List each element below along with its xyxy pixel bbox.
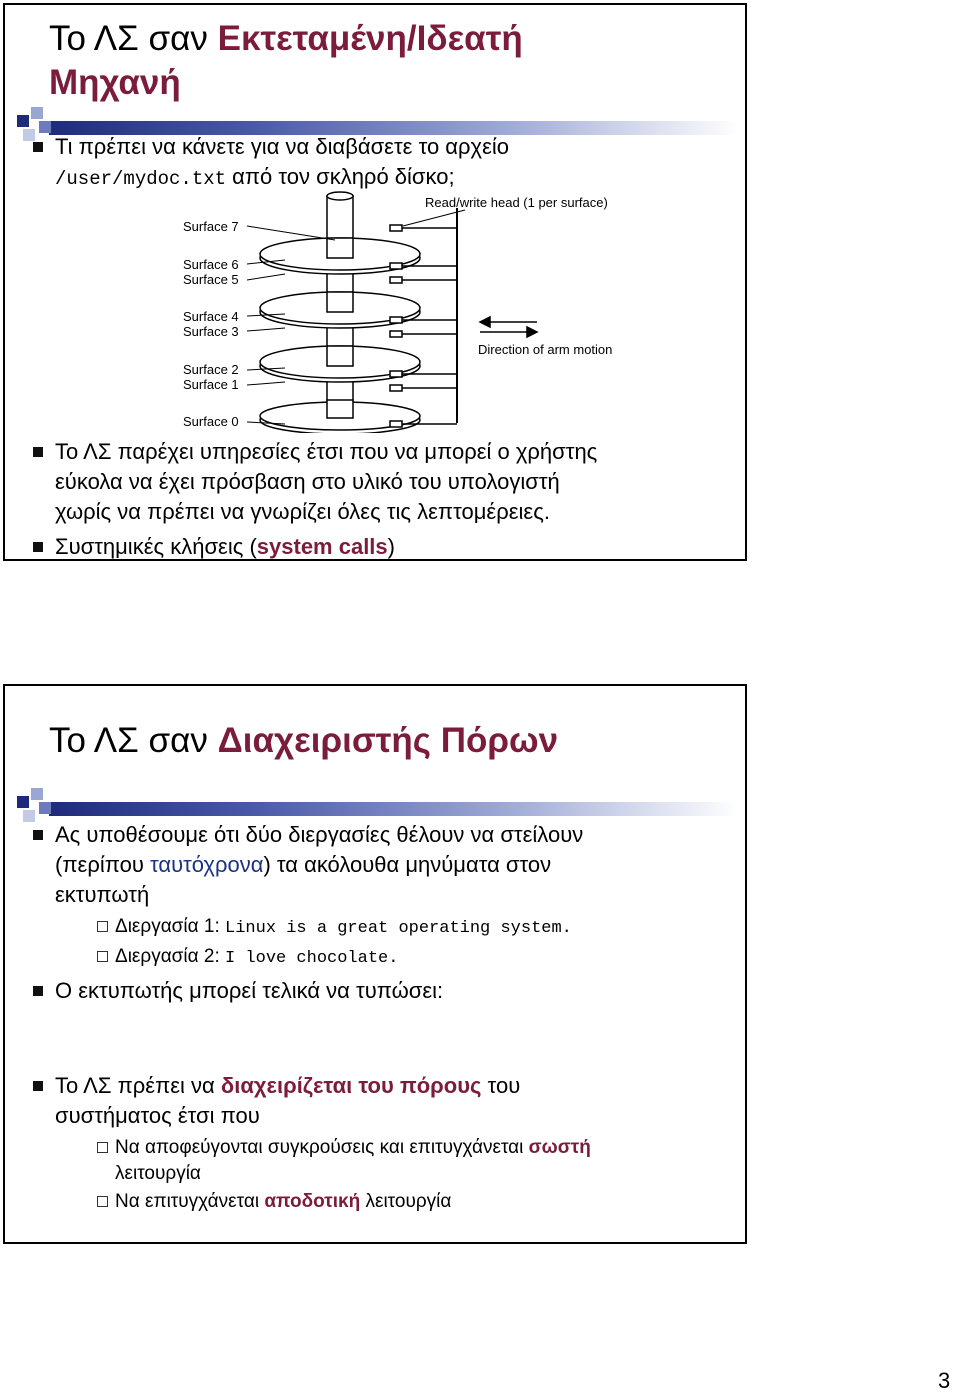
deco-square-icon xyxy=(39,802,51,814)
surface-label: Surface 7 xyxy=(183,219,239,234)
sub-text: λειτουργία xyxy=(115,1163,201,1184)
bullet-text: Ο εκτυπωτής μπορεί τελικά να τυπώσει: xyxy=(55,978,444,1003)
surface-label: Surface 5 xyxy=(183,272,239,287)
bullet-text: χωρίς να πρέπει να γνωρίζει όλες τις λεπτομέρειες. xyxy=(55,499,550,524)
title-text: Το ΛΣ σαν xyxy=(49,721,218,760)
surface-label: Surface 4 xyxy=(183,309,239,324)
surface-label: Surface 0 xyxy=(183,414,239,429)
bullet-text: συστήματος έτσι που xyxy=(55,1103,260,1128)
deco-square-icon xyxy=(17,115,29,127)
simultaneously-highlight: ταυτόχρονα xyxy=(149,852,264,877)
sub-process-2 xyxy=(115,944,675,972)
bullet-text-rest: από τον σκληρό δίσκο; xyxy=(226,164,455,189)
manage-resources-highlight: διαχειρίζεται του πόρους xyxy=(220,1073,482,1098)
gradient-bar xyxy=(49,802,739,816)
bullet-two-processes xyxy=(55,820,705,910)
slide-extended-machine xyxy=(3,3,747,561)
bullet-text: εύκολα να έχει πρόσβαση στο υλικό του υπολογιστή xyxy=(55,469,560,494)
title-text: Το ΛΣ σαν xyxy=(49,19,218,58)
platter xyxy=(260,400,420,433)
process-message: I love chocolate. xyxy=(225,949,399,968)
slide-title xyxy=(49,719,558,763)
sub-text: λειτουργία xyxy=(360,1191,452,1212)
sub-process-1 xyxy=(115,914,675,942)
bullet-system-calls xyxy=(55,532,705,562)
motion-label: Direction of arm motion xyxy=(478,342,613,357)
file-path: /user/mydoc.txt xyxy=(55,168,227,190)
sub-avoid-conflicts xyxy=(115,1135,675,1187)
deco-square-icon xyxy=(39,121,51,133)
sub-efficient-operation xyxy=(115,1189,675,1215)
title-highlight: Εκτεταμένη/Ιδεατή xyxy=(217,19,523,58)
bullet-text: (περίπου xyxy=(55,852,150,877)
title-highlight: Διαχειριστής Πόρων xyxy=(217,721,559,760)
sub-text: Να επιτυγχάνεται xyxy=(115,1191,265,1212)
correct-highlight: σωστή xyxy=(528,1137,591,1158)
bullet-manage-resources xyxy=(55,1071,705,1131)
bullet-os-services xyxy=(55,437,705,527)
deco-square-icon xyxy=(17,796,29,808)
bullet-text: Το ΛΣ πρέπει να xyxy=(55,1073,221,1098)
surface-label: Surface 6 xyxy=(183,257,239,272)
deco-square-icon xyxy=(23,810,35,822)
slide-resource-manager xyxy=(3,684,747,1244)
bullet-read-file xyxy=(55,132,705,194)
bullet-printer-output xyxy=(55,976,705,1006)
deco-square-icon xyxy=(23,129,35,141)
page-number: 3 xyxy=(938,1368,951,1393)
surface-label: Surface 2 xyxy=(183,362,239,377)
head-label: Read/write head (1 per surface) xyxy=(425,195,608,210)
bullet-text: Ας υποθέσουμε ότι δύο διεργασίες θέλουν να στείλουν xyxy=(55,822,584,847)
bullet-text: ) τα ακόλουθα μηνύματα στον xyxy=(263,852,552,877)
bullet-text: του xyxy=(481,1073,521,1098)
efficient-highlight: αποδοτική xyxy=(264,1191,361,1212)
bullet-text: ) xyxy=(387,534,395,559)
sub-text: Να αποφεύγονται συγκρούσεις και επιτυγχάνεται xyxy=(115,1137,529,1158)
process-message: Linux is a great operating system. xyxy=(225,919,572,938)
bullet-text: Τι πρέπει να κάνετε για να διαβάσετε το αρχείο xyxy=(55,134,510,159)
surface-label: Surface 1 xyxy=(183,377,239,392)
deco-square-icon xyxy=(31,788,43,800)
process-label: Διεργασία 2: xyxy=(115,946,226,967)
arm-motion-arrow xyxy=(480,317,537,337)
process-label: Διεργασία 1: xyxy=(115,916,226,937)
disk-platter-diagram xyxy=(175,188,655,433)
bullet-text: εκτυπωτή xyxy=(55,882,150,907)
bullet-text: Συστημικές κλήσεις ( xyxy=(55,534,257,559)
deco-square-icon xyxy=(31,107,43,119)
bullet-text: Το ΛΣ παρέχει υπηρεσίες έτσι που να μπορεί ο χρήστης xyxy=(55,439,598,464)
slide-title xyxy=(49,17,523,105)
title-highlight-line2: Μηχανή xyxy=(49,63,181,102)
surface-label: Surface 3 xyxy=(183,324,239,339)
system-calls-highlight: system calls xyxy=(256,534,388,559)
